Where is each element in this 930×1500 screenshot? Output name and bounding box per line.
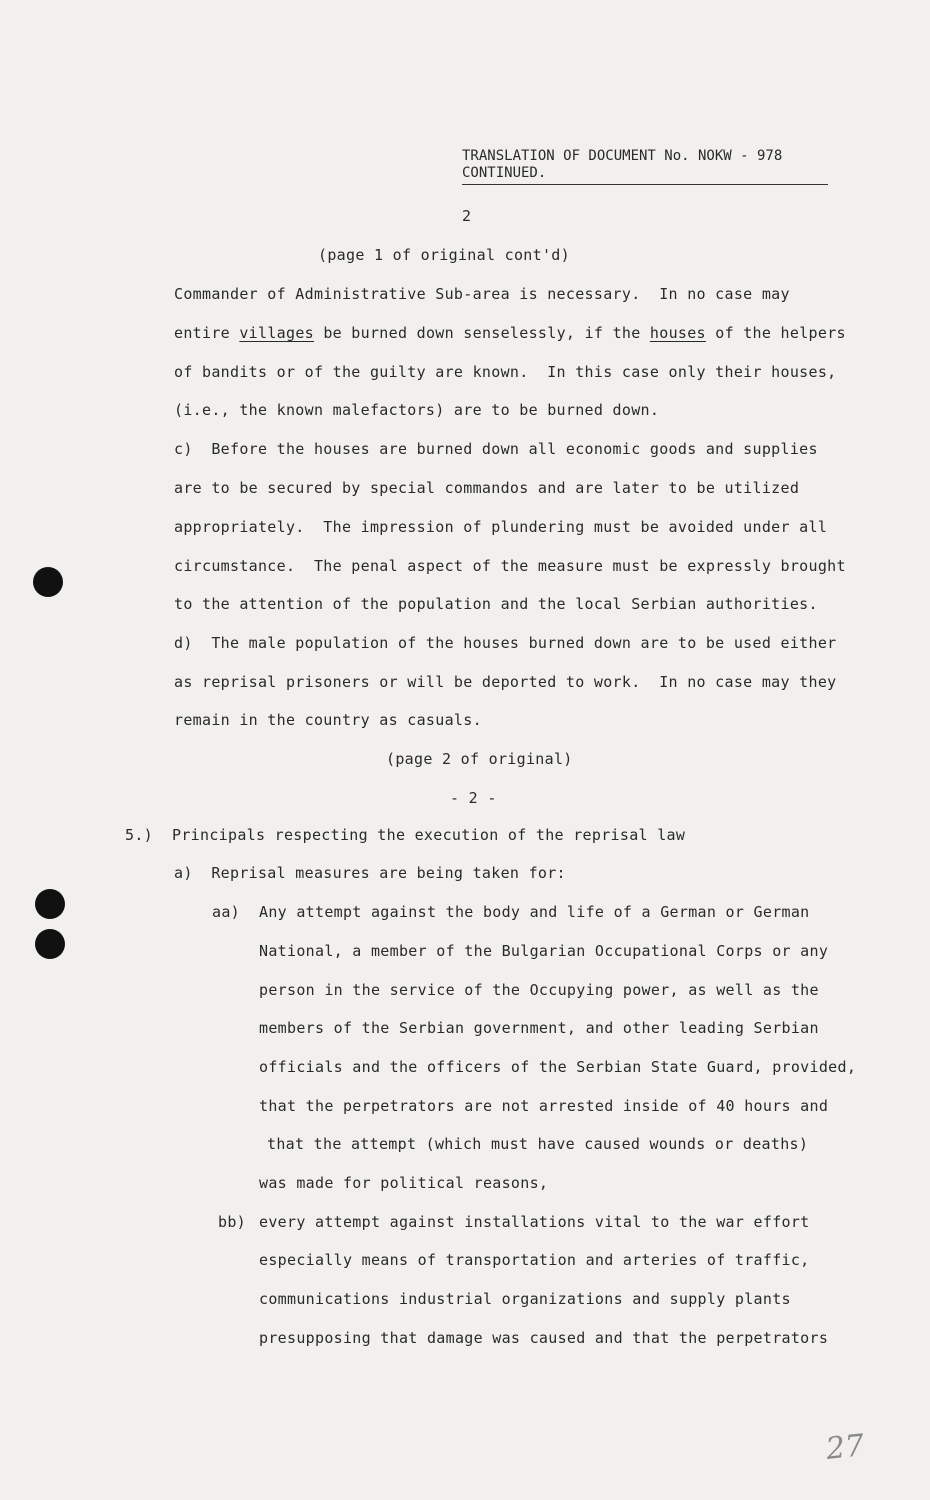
item-aa-line: that the attempt (which must have caused wounds or deaths) (267, 1135, 809, 1153)
punch-hole (35, 929, 65, 959)
header-title: TRANSLATION OF DOCUMENT No. NOKW - 978 (462, 148, 783, 164)
item-aa-label: aa) (212, 903, 240, 921)
punch-hole (35, 889, 65, 919)
item-bb-label: bb) (218, 1213, 246, 1231)
item-aa-line: National, a member of the Bulgarian Occupational Corps or any (259, 942, 829, 960)
header-rule (462, 184, 828, 185)
item-aa-line: officials and the officers of the Serbian State Guard, provided, (259, 1058, 857, 1076)
item-d-line: remain in the country as casuals. (174, 711, 482, 729)
item-c-line: to the attention of the population and the local Serbian authorities. (174, 595, 818, 613)
body-line: (i.e., the known malefactors) are to be burned down. (174, 401, 660, 419)
page-number-top: 2 (462, 207, 472, 225)
item-d-line: as reprisal prisoners or will be deported to work. In no case may they (174, 673, 837, 691)
section5-item-a: a) Reprisal measures are being taken for: (174, 864, 566, 882)
item-aa-line: was made for political reasons, (259, 1174, 549, 1192)
handwritten-folio-number: 27 (824, 1428, 866, 1467)
item-aa-line: that the perpetrators are not arrested inside of 40 hours and (259, 1097, 829, 1115)
item-bb-line: especially means of transportation and arteries of traffic, (259, 1251, 810, 1269)
header-continued: CONTINUED. (462, 165, 547, 181)
body-line: Commander of Administrative Sub-area is necessary. In no case may (174, 285, 790, 303)
item-c-line: appropriately. The impression of plundering must be avoided under all (174, 518, 828, 536)
page2-number: - 2 - (450, 789, 497, 807)
item-c-line: circumstance. The penal aspect of the measure must be expressly brought (174, 557, 846, 575)
item-aa-line: Any attempt against the body and life of a German or German (259, 903, 810, 921)
underlined-villages: villages (239, 324, 314, 342)
item-bb-line: communications industrial organizations and supply plants (259, 1290, 791, 1308)
section5-heading: Principals respecting the execution of the reprisal law (172, 826, 686, 844)
punch-hole (33, 567, 63, 597)
body-line: entire villages be burned down senselessly, if the houses of the helpers (174, 324, 846, 342)
item-aa-line: members of the Serbian government, and other leading Serbian (259, 1019, 819, 1037)
page1-continued-label: (page 1 of original cont'd) (318, 246, 570, 264)
document-header (462, 148, 828, 182)
item-c-line: are to be secured by special commandos and are later to be utilized (174, 479, 800, 497)
item-aa-line: person in the service of the Occupying power, as well as the (259, 981, 819, 999)
underlined-houses: houses (649, 324, 706, 342)
item-c-line: c) Before the houses are burned down all economic goods and supplies (174, 440, 818, 458)
item-bb-line: every attempt against installations vital to the war effort (259, 1213, 810, 1231)
item-d-line: d) The male population of the houses burned down are to be used either (174, 634, 837, 652)
body-line: of bandits or of the guilty are known. In this case only their houses, (174, 363, 837, 381)
item-bb-line: presupposing that damage was caused and that the perpetrators (259, 1329, 829, 1347)
section5-number: 5.) (125, 826, 153, 844)
page2-label: (page 2 of original) (386, 750, 573, 768)
